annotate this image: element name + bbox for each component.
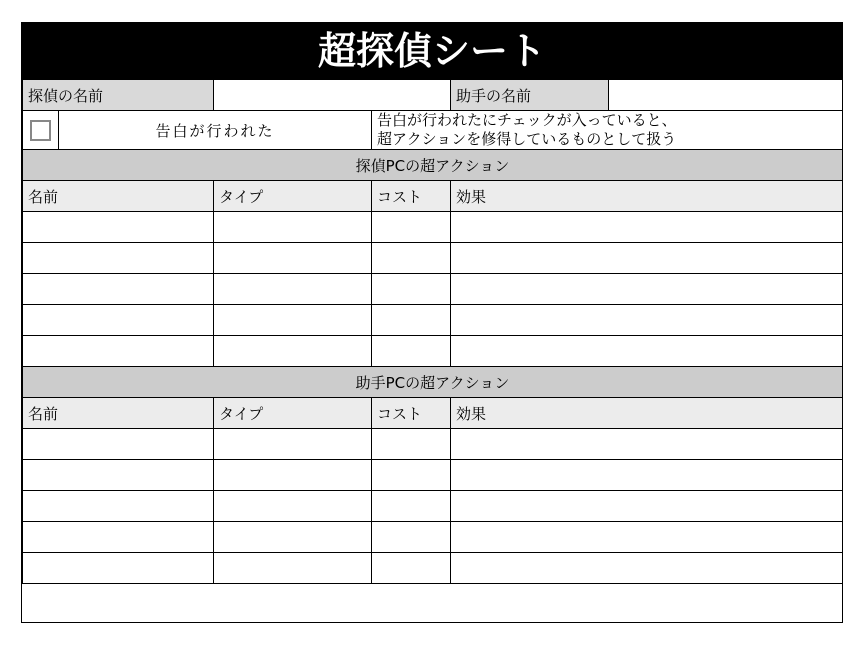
action-cost-cell[interactable] xyxy=(372,243,451,274)
assistant-column-headers xyxy=(23,398,843,429)
action-name-cell[interactable] xyxy=(23,460,214,491)
action-row xyxy=(23,553,843,584)
action-type-cell[interactable] xyxy=(214,336,372,367)
action-cost-cell[interactable] xyxy=(372,336,451,367)
detective-column-headers xyxy=(23,181,843,212)
confession-checkbox-cell xyxy=(23,111,59,150)
action-type-cell[interactable] xyxy=(214,243,372,274)
action-cost-cell[interactable] xyxy=(372,212,451,243)
action-effect-cell[interactable] xyxy=(451,212,843,243)
action-cost-cell[interactable] xyxy=(372,491,451,522)
confession-note-line-2: 超アクションを修得しているものとして扱う xyxy=(377,130,677,148)
detective-name-label: 探偵の名前 xyxy=(23,80,214,111)
action-effect-cell[interactable] xyxy=(451,429,843,460)
action-effect-cell[interactable] xyxy=(451,305,843,336)
action-row xyxy=(23,336,843,367)
action-effect-cell[interactable] xyxy=(451,522,843,553)
action-effect-cell[interactable] xyxy=(451,243,843,274)
action-effect-cell[interactable] xyxy=(451,491,843,522)
action-row xyxy=(23,274,843,305)
action-name-cell[interactable] xyxy=(23,522,214,553)
assistant-name-field[interactable] xyxy=(609,80,843,111)
action-name-cell[interactable] xyxy=(23,243,214,274)
action-row xyxy=(23,522,843,553)
action-effect-cell[interactable] xyxy=(451,336,843,367)
assistant-name-label: 助手の名前 xyxy=(451,80,609,111)
action-effect-cell[interactable] xyxy=(451,274,843,305)
action-cost-cell[interactable] xyxy=(372,305,451,336)
action-type-cell[interactable] xyxy=(214,522,372,553)
column-header-name: 名前 xyxy=(23,398,214,429)
action-name-cell[interactable] xyxy=(23,429,214,460)
detective-action-rows xyxy=(23,212,843,367)
name-row xyxy=(23,80,843,111)
action-name-cell[interactable] xyxy=(23,274,214,305)
column-header-name: 名前 xyxy=(23,181,214,212)
assistant-section-row xyxy=(23,367,843,398)
action-name-cell[interactable] xyxy=(23,491,214,522)
action-type-cell[interactable] xyxy=(214,274,372,305)
action-type-cell[interactable] xyxy=(214,491,372,522)
action-name-cell[interactable] xyxy=(23,212,214,243)
action-row xyxy=(23,212,843,243)
detective-name-field[interactable] xyxy=(214,80,451,111)
action-effect-cell[interactable] xyxy=(451,553,843,584)
action-type-cell[interactable] xyxy=(214,305,372,336)
action-row xyxy=(23,305,843,336)
confession-row xyxy=(23,111,843,150)
action-row xyxy=(23,243,843,274)
action-cost-cell[interactable] xyxy=(372,429,451,460)
action-name-cell[interactable] xyxy=(23,305,214,336)
detective-sheet xyxy=(21,22,843,623)
sheet-title: 超探偵シート xyxy=(22,23,842,79)
column-header-cost: コスト xyxy=(372,398,451,429)
column-header-type: タイプ xyxy=(214,181,372,212)
action-row xyxy=(23,429,843,460)
action-name-cell[interactable] xyxy=(23,336,214,367)
confession-note-line-1: 告白が行われたにチェックが入っていると、 xyxy=(377,111,677,129)
action-name-cell[interactable] xyxy=(23,553,214,584)
action-type-cell[interactable] xyxy=(214,460,372,491)
sheet-table xyxy=(22,79,843,584)
action-type-cell[interactable] xyxy=(214,212,372,243)
confession-label: 告白が行われた xyxy=(59,111,372,150)
column-header-type: タイプ xyxy=(214,398,372,429)
action-row xyxy=(23,460,843,491)
assistant-section-heading: 助手PCの超アクション xyxy=(23,367,843,398)
action-row xyxy=(23,491,843,522)
action-cost-cell[interactable] xyxy=(372,274,451,305)
column-header-effect: 効果 xyxy=(451,181,843,212)
action-type-cell[interactable] xyxy=(214,429,372,460)
confession-note xyxy=(372,111,843,150)
column-header-effect: 効果 xyxy=(451,398,843,429)
action-cost-cell[interactable] xyxy=(372,553,451,584)
action-cost-cell[interactable] xyxy=(372,460,451,491)
detective-section-heading: 探偵PCの超アクション xyxy=(23,150,843,181)
column-header-cost: コスト xyxy=(372,181,451,212)
action-type-cell[interactable] xyxy=(214,553,372,584)
assistant-action-rows xyxy=(23,429,843,584)
detective-section-row xyxy=(23,150,843,181)
confession-checkbox[interactable] xyxy=(30,120,51,141)
action-cost-cell[interactable] xyxy=(372,522,451,553)
action-effect-cell[interactable] xyxy=(451,460,843,491)
